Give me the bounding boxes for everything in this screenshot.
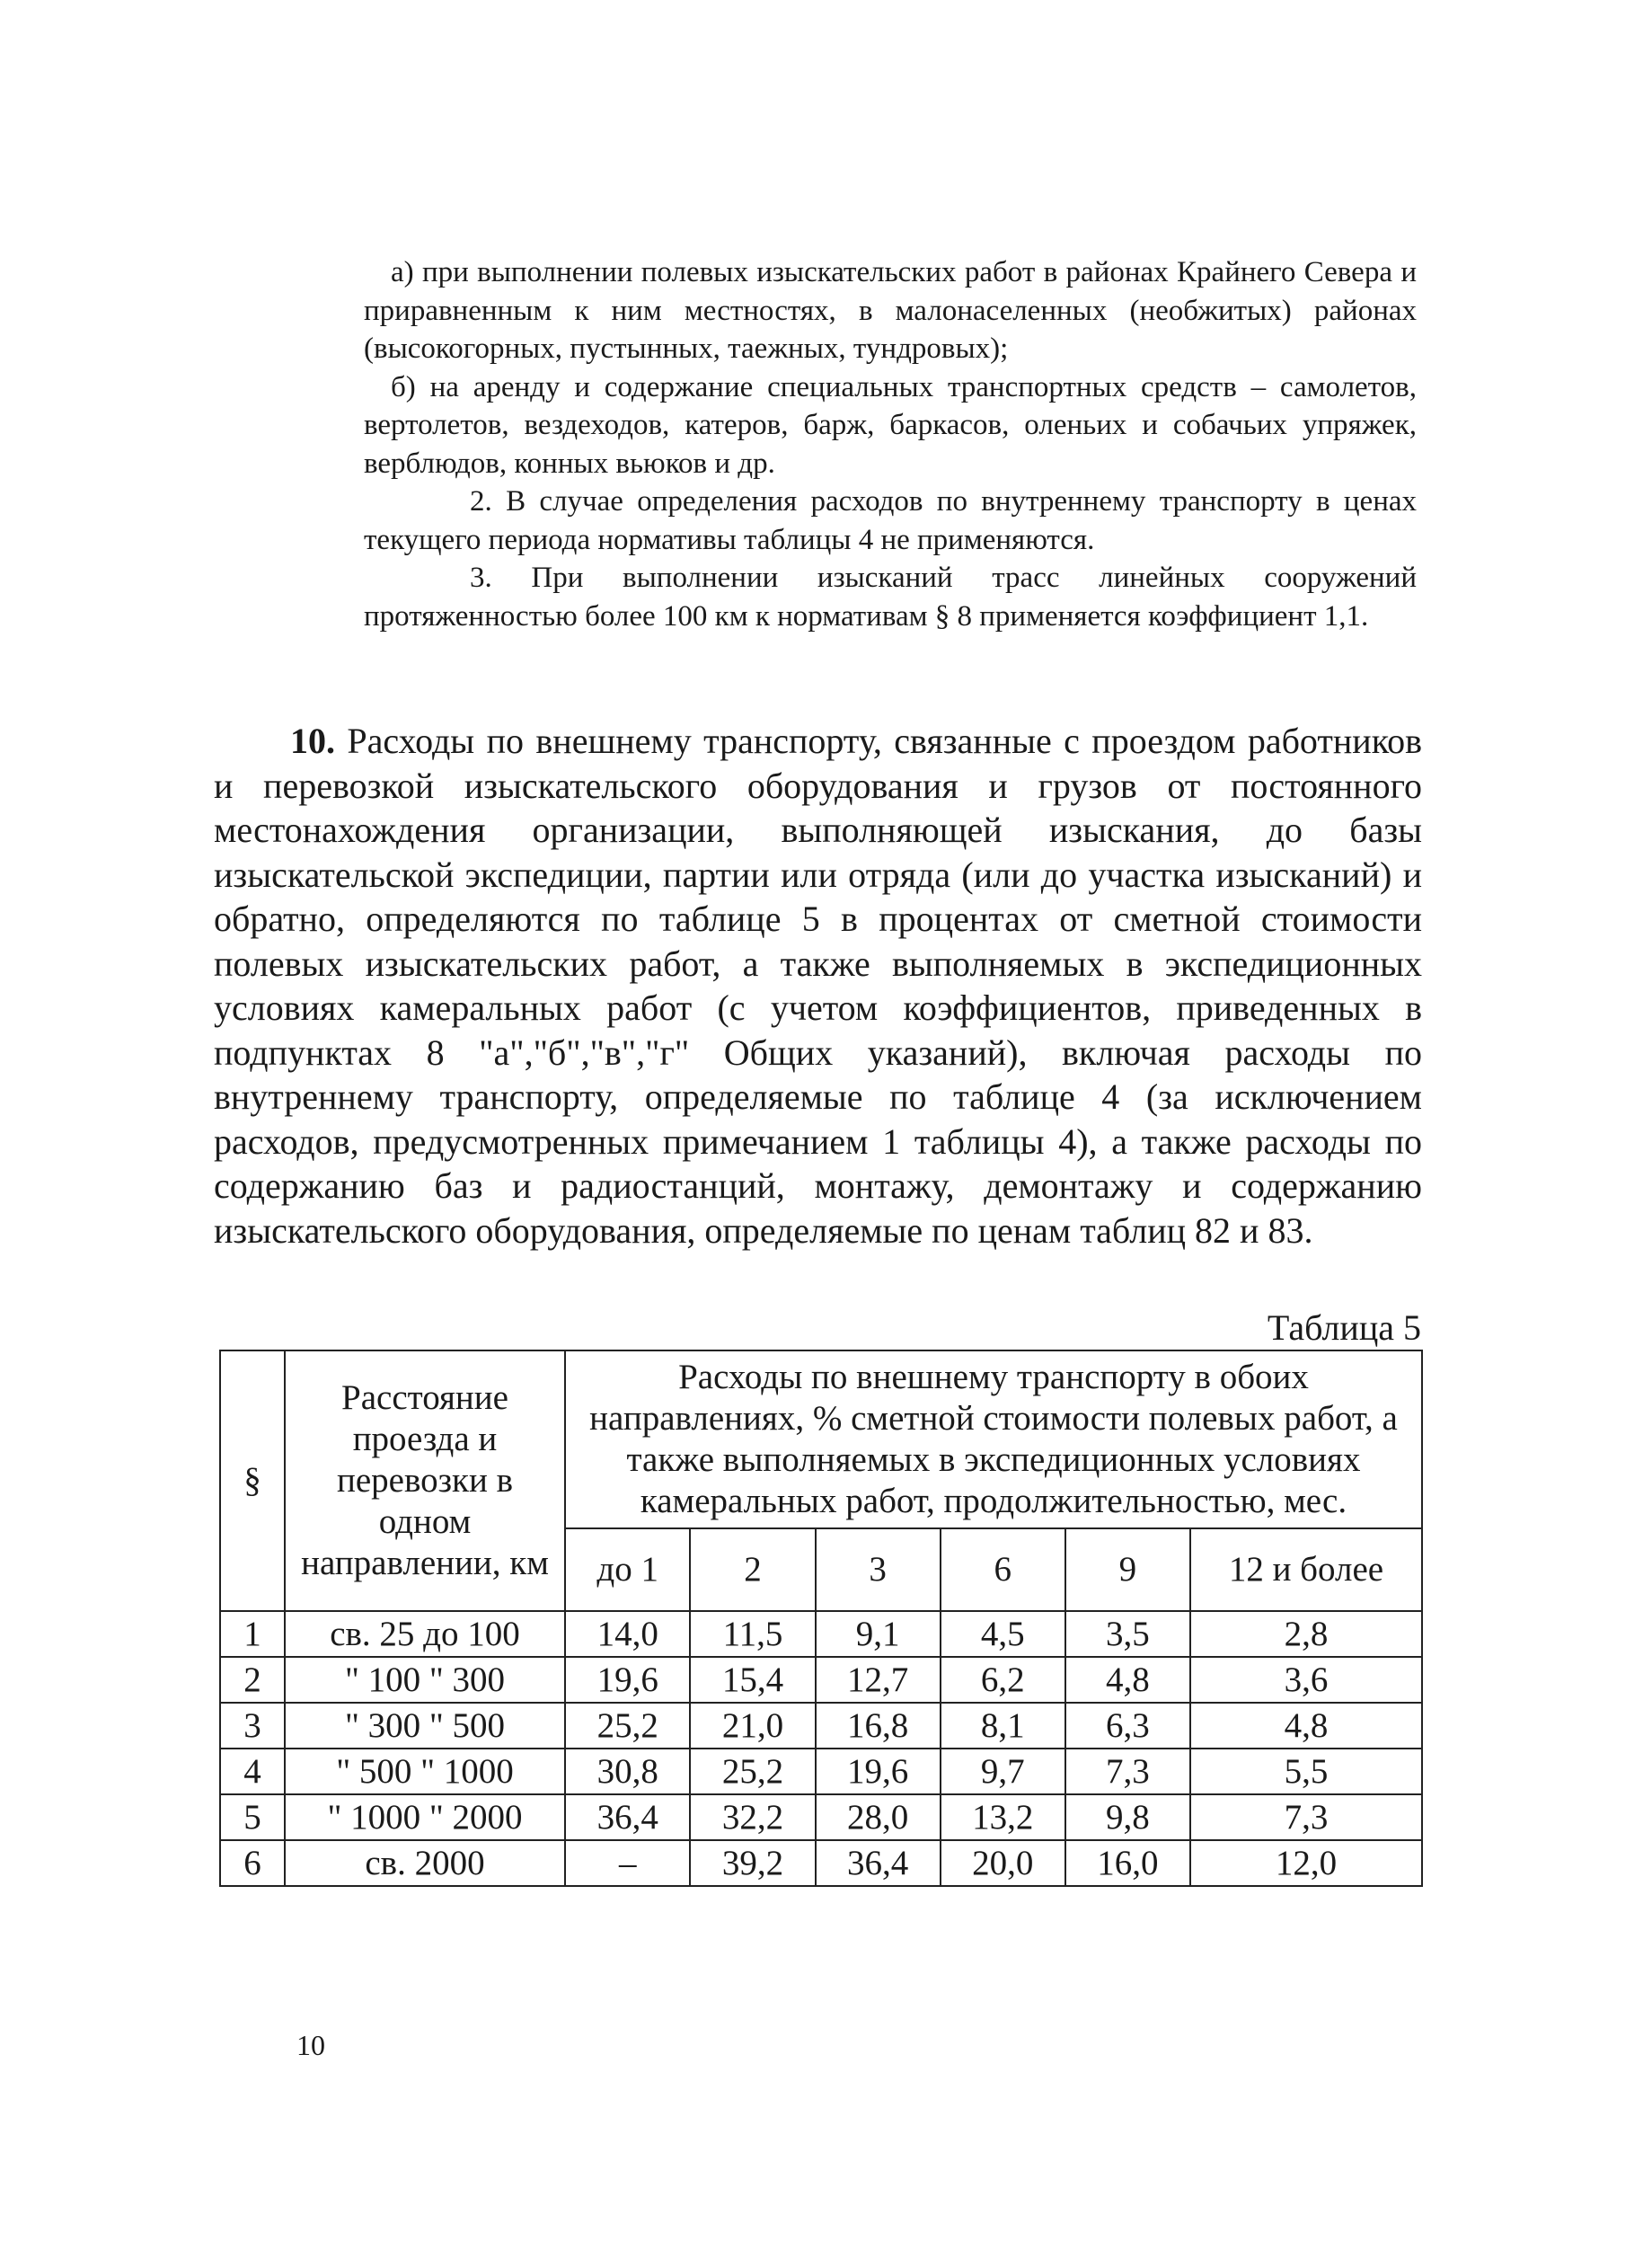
header-section-sign: § xyxy=(220,1350,285,1611)
row-value: – xyxy=(565,1840,690,1886)
table-row xyxy=(220,1794,1422,1840)
row-distance: " 100 " 300 xyxy=(285,1657,565,1703)
row-value: 16,8 xyxy=(816,1703,941,1749)
section-number: 10. xyxy=(290,721,335,761)
row-value: 19,6 xyxy=(816,1749,941,1794)
row-value: 25,2 xyxy=(690,1749,815,1794)
row-value: 8,1 xyxy=(941,1703,1065,1749)
row-number: 4 xyxy=(220,1749,285,1794)
row-value: 28,0 xyxy=(816,1794,941,1840)
header-duration: 2 xyxy=(690,1528,815,1611)
table-row xyxy=(220,1657,1422,1703)
table-caption: Таблица 5 xyxy=(1267,1307,1421,1348)
row-value: 12,0 xyxy=(1190,1840,1422,1886)
note-3: 3. При выполнении изысканий трасс линейных сооружений протяженностью более 100 км к нормативам § 8 применяется коэффициент 1,1. xyxy=(364,562,1417,633)
row-value: 13,2 xyxy=(941,1794,1065,1840)
row-distance: " 300 " 500 xyxy=(285,1703,565,1749)
row-value: 20,0 xyxy=(941,1840,1065,1886)
section-text: Расходы по внешнему транспорту, связанные с проездом работников и перевозкой изыскательского оборудования и грузов от постоянного местонахождения организации, выполняющей изыскания, до базы изыскательской экспедиции, партии или отряда (или до участка изысканий) и обратно, определяются по таблице 5 в процентах от сметной стоимости полевых изыскательских работ, а также выполняемых в экспедиционных условиях камеральных работ (с учетом коэффициентов, приведенных в подпунктах 8 "а","б","в","г" Общих указаний), включая расходы по внутреннему транспорту, определяемые по таблице 4 (за исключением расходов, предусмотренных примечанием 1 таблицы 4), а также расходы по содержанию баз и радиостанций, монтажу, демонтажу и содержанию изыскательского оборудования, определяемые по ценам таблиц 82 и 83. xyxy=(214,721,1422,1251)
row-value: 9,8 xyxy=(1065,1794,1190,1840)
row-value: 36,4 xyxy=(565,1794,690,1840)
row-value: 9,1 xyxy=(816,1611,941,1657)
header-duration: 12 и более xyxy=(1190,1528,1422,1611)
row-number: 6 xyxy=(220,1840,285,1886)
row-value: 3,6 xyxy=(1190,1657,1422,1703)
row-value: 12,7 xyxy=(816,1657,941,1703)
row-value: 2,8 xyxy=(1190,1611,1422,1657)
row-value: 11,5 xyxy=(690,1611,815,1657)
header-duration: 3 xyxy=(816,1528,941,1611)
row-value: 3,5 xyxy=(1065,1611,1190,1657)
row-value: 6,2 xyxy=(941,1657,1065,1703)
row-value: 15,4 xyxy=(690,1657,815,1703)
row-value: 4,8 xyxy=(1190,1703,1422,1749)
row-value: 4,8 xyxy=(1065,1657,1190,1703)
section-10 xyxy=(214,719,1422,1253)
header-duration: до 1 xyxy=(565,1528,690,1611)
row-number: 2 xyxy=(220,1657,285,1703)
header-distance: Расстояние проезда и перевозки в одном направлении, км xyxy=(285,1350,565,1611)
row-value: 4,5 xyxy=(941,1611,1065,1657)
note-a: а) при выполнении полевых изыскательских работ в районах Крайнего Севера и приравненным к ним местностях, в малонаселенных (необжитых) районах (высокогорных, пустынных, таежных, тундровых); xyxy=(364,256,1417,365)
row-value: 36,4 xyxy=(816,1840,941,1886)
row-value: 32,2 xyxy=(690,1794,815,1840)
row-number: 3 xyxy=(220,1703,285,1749)
row-distance: св. 25 до 100 xyxy=(285,1611,565,1657)
row-value: 21,0 xyxy=(690,1703,815,1749)
row-value: 16,0 xyxy=(1065,1840,1190,1886)
note-2: 2. В случае определения расходов по внутреннему транспорту в ценах текущего периода нормативы таблицы 4 не применяются. xyxy=(364,485,1417,556)
row-value: 6,3 xyxy=(1065,1703,1190,1749)
header-duration: 9 xyxy=(1065,1528,1190,1611)
row-number: 1 xyxy=(220,1611,285,1657)
row-distance: " 500 " 1000 xyxy=(285,1749,565,1794)
row-value: 14,0 xyxy=(565,1611,690,1657)
header-costs: Расходы по внешнему транспорту в обоих направлениях, % сметной стоимости полевых работ, а также выполняемых в экспедиционных условиях камеральных работ, продолжительностью, мес. xyxy=(565,1350,1422,1528)
header-duration: 6 xyxy=(941,1528,1065,1611)
row-value: 7,3 xyxy=(1190,1794,1422,1840)
notes-block xyxy=(364,253,1417,635)
row-value: 39,2 xyxy=(690,1840,815,1886)
page-number: 10 xyxy=(296,2029,325,2061)
row-value: 9,7 xyxy=(941,1749,1065,1794)
table-row xyxy=(220,1703,1422,1749)
table-row xyxy=(220,1611,1422,1657)
row-value: 30,8 xyxy=(565,1749,690,1794)
table-row xyxy=(220,1840,1422,1886)
transport-cost-table xyxy=(219,1350,1423,1887)
table-row xyxy=(220,1749,1422,1794)
row-value: 25,2 xyxy=(565,1703,690,1749)
row-distance: " 1000 " 2000 xyxy=(285,1794,565,1840)
row-number: 5 xyxy=(220,1794,285,1840)
row-value: 19,6 xyxy=(565,1657,690,1703)
row-value: 7,3 xyxy=(1065,1749,1190,1794)
row-distance: св. 2000 xyxy=(285,1840,565,1886)
row-value: 5,5 xyxy=(1190,1749,1422,1794)
note-b: б) на аренду и содержание специальных транспортных средств – самолетов, вертолетов, вездеходов, катеров, барж, баркасов, оленьих и собачьих упряжек, верблюдов, конных вьюков и др. xyxy=(364,370,1417,480)
